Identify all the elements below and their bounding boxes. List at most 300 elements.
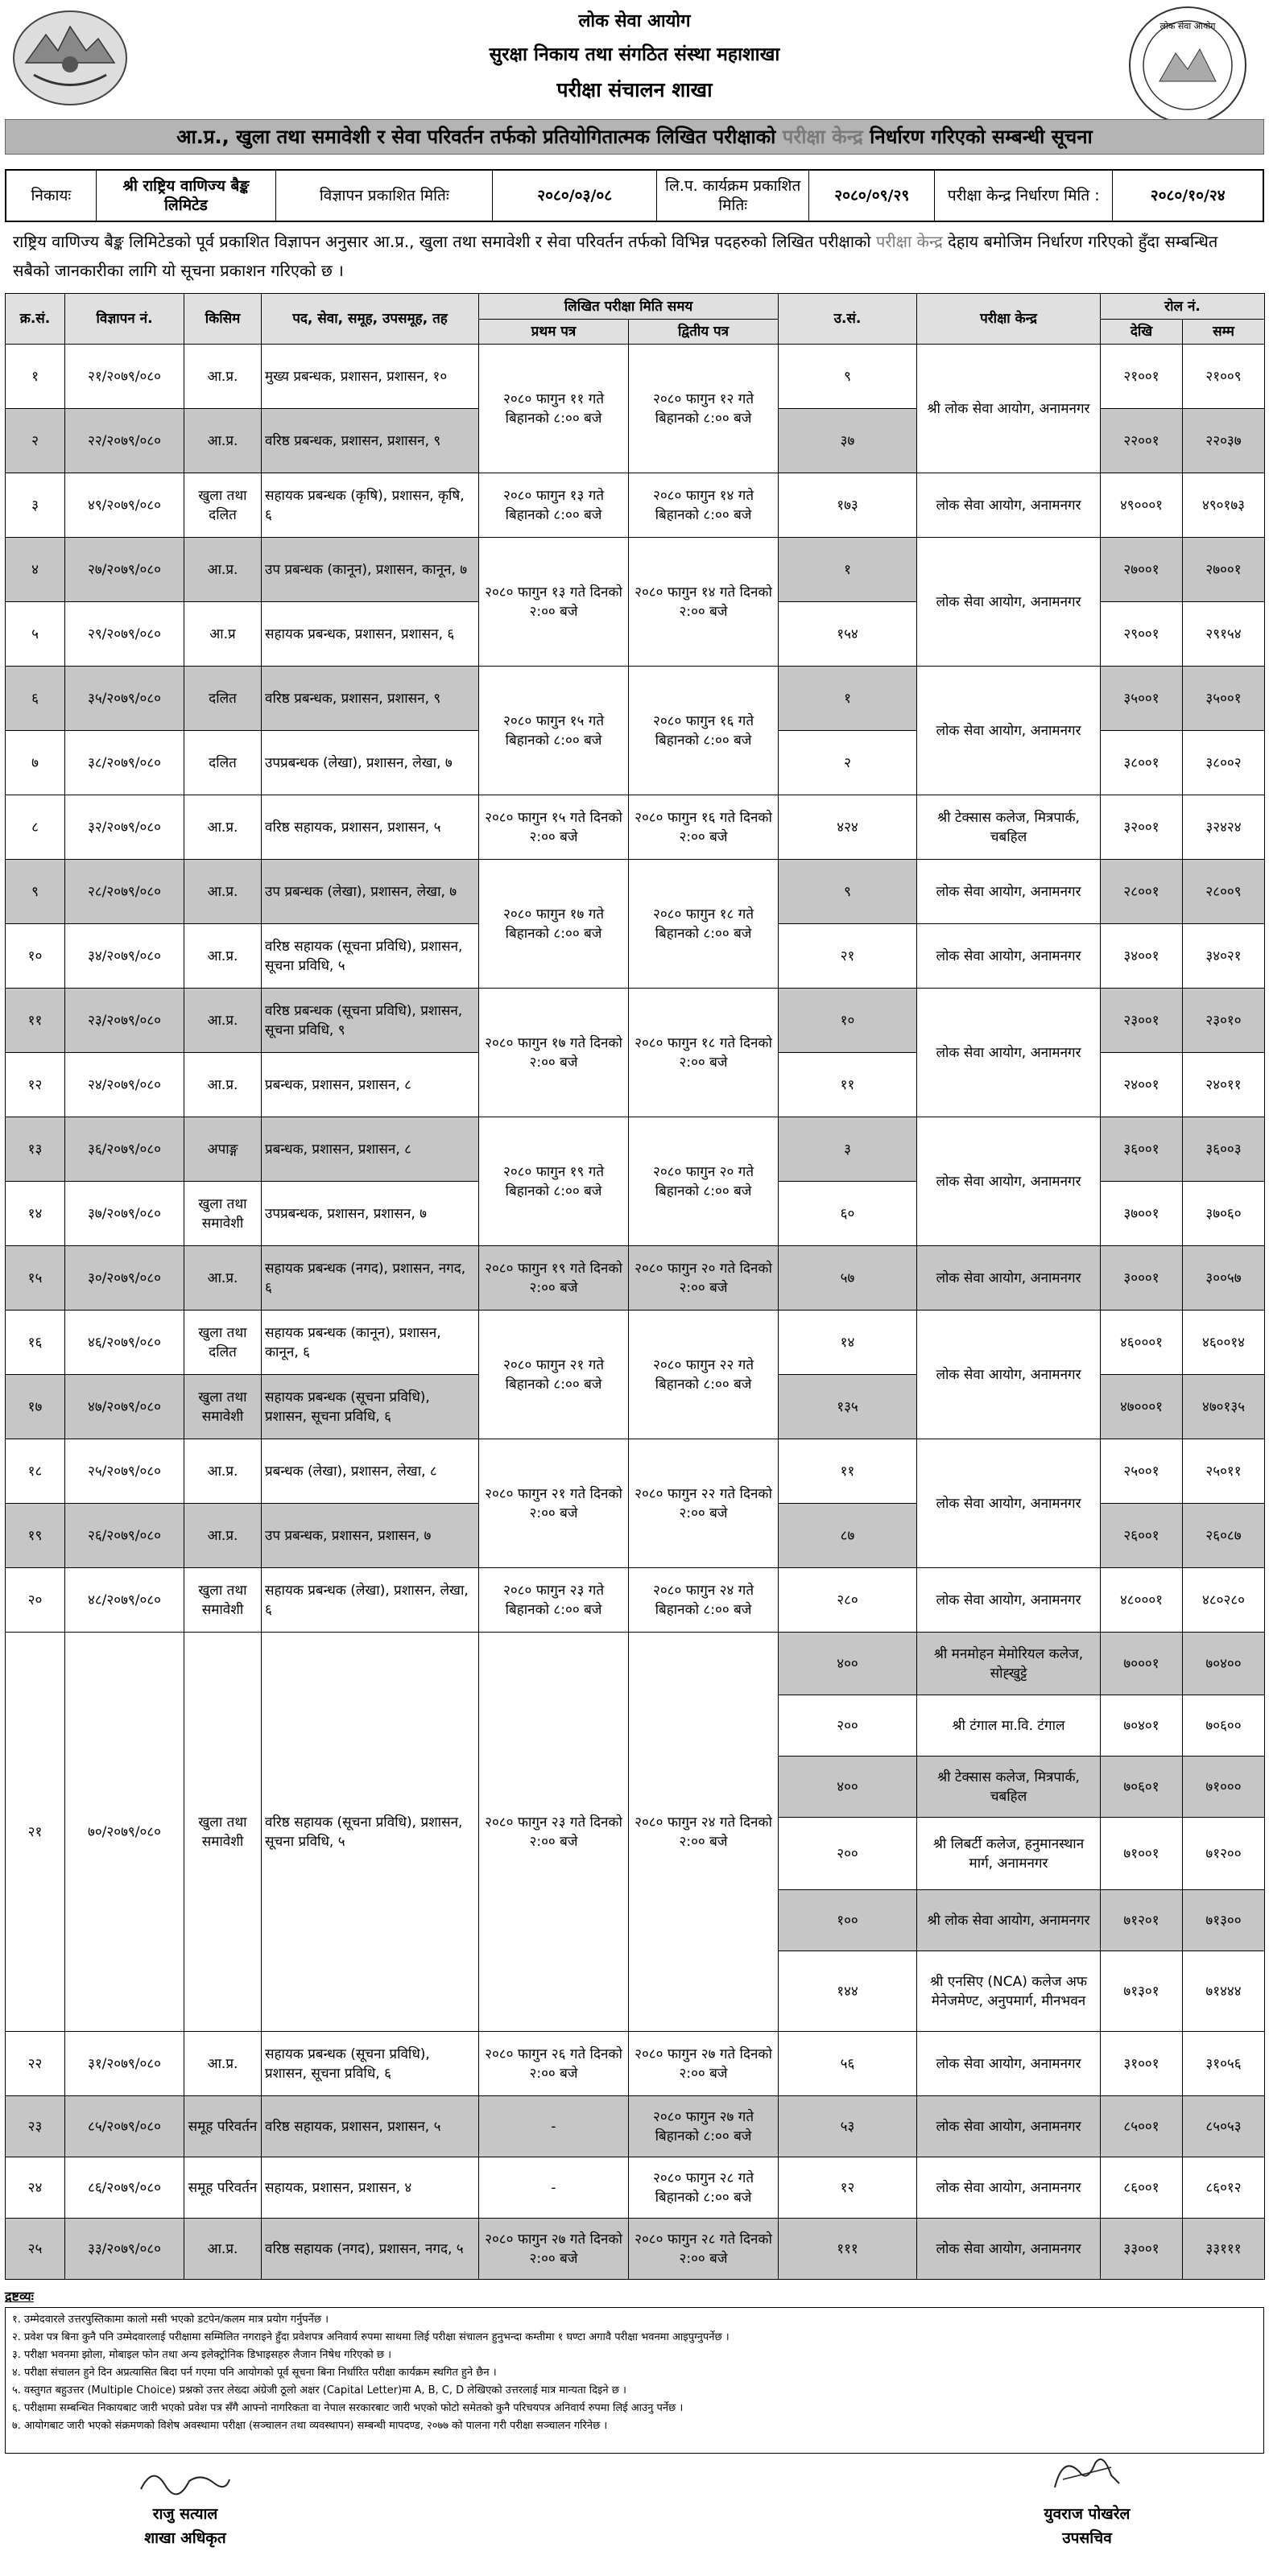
- cell-paper2: २०८० फागुन २४ गते दिनको २:०० बजे: [629, 1633, 779, 2032]
- table-row: [6, 1439, 1265, 1504]
- cell-sn: १५: [6, 1246, 65, 1311]
- cell-count: २८०: [779, 1568, 917, 1633]
- title-highlight: परीक्षा केन्द्र: [782, 126, 863, 148]
- table-row: [6, 2219, 1265, 2280]
- cell-roll-from: २९००१: [1101, 602, 1183, 667]
- notice-title: [5, 119, 1264, 155]
- cell-adv: ४६/२०७९/०८०: [65, 1311, 184, 1375]
- cell-roll-to: २७००१: [1183, 538, 1265, 602]
- intro-part-1: राष्ट्रिय वाणिज्य बैङ्क लिमिटेडको पूर्व प्रकाशित विज्ञापन अनुसार आ.प्र., खुला तथा समावेशी र सेवा परिवर्तन तर्फको विभिन्न पदहरुको लिखित परीक्षाको: [13, 232, 871, 251]
- cell-count: ३७: [779, 409, 917, 473]
- cell-paper2: २०८० फागुन १४ गते बिहानको ८:०० बजे: [629, 473, 779, 538]
- page-header: [0, 0, 1269, 121]
- cell-count: १: [779, 667, 917, 731]
- cell-adv: ३३/२०७९/०८०: [65, 2219, 184, 2280]
- cell-roll-to: २९१५४: [1183, 602, 1265, 667]
- header-line-1: लोक सेवा आयोग: [578, 11, 691, 31]
- exam-center-table: [5, 293, 1265, 2280]
- cell-paper1: २०८० फागुन १५ गते दिनको २:०० बजे: [479, 795, 629, 860]
- cell-adv: २३/२०७९/०८०: [65, 989, 184, 1053]
- cell-paper2: २०८० फागुन २० गते बिहानको ८:०० बजे: [629, 1117, 779, 1246]
- cell-paper1: २०८० फागुन १७ गते दिनको २:०० बजे: [479, 989, 629, 1117]
- cell-paper2: २०८० फागुन १२ गते बिहानको ८:०० बजे: [629, 345, 779, 473]
- cell-post: वरिष्ठ प्रबन्धक, प्रशासन, प्रशासन, ९: [262, 409, 479, 473]
- cell-type: आ.प्र.: [184, 924, 262, 989]
- cell-roll-from: ८६००१: [1101, 2157, 1183, 2219]
- cell-roll-to: २२०३७: [1183, 409, 1265, 473]
- cell-roll-from: ३१००१: [1101, 2032, 1183, 2096]
- cell-roll-to: ४६००१४: [1183, 1311, 1265, 1375]
- cell-count: १५४: [779, 602, 917, 667]
- cell-adv: २४/२०७९/०८०: [65, 1053, 184, 1117]
- cell-count: ९: [779, 860, 917, 924]
- cell-count: २: [779, 731, 917, 795]
- cell-adv: ४७/२०७९/०८०: [65, 1375, 184, 1439]
- table-row: [6, 2032, 1265, 2096]
- cell-roll-from: ७१२०१: [1101, 1890, 1183, 1951]
- cell-count: १: [779, 538, 917, 602]
- cell-adv: ८६/२०७९/०८०: [65, 2157, 184, 2219]
- cell-center: लोक सेवा आयोग, अनामनगर: [917, 989, 1101, 1117]
- cell-roll-from: ३५००१: [1101, 667, 1183, 731]
- cell-roll-to: ३८००२: [1183, 731, 1265, 795]
- cell-roll-to: ३६००३: [1183, 1117, 1265, 1182]
- cell-sn: ११: [6, 989, 65, 1053]
- cell-paper1: -: [479, 2157, 629, 2219]
- cell-roll-from: २५००१: [1101, 1439, 1183, 1504]
- cell-roll-from: ४७०००१: [1101, 1375, 1183, 1439]
- cell-paper1: २०८० फागुन १५ गते बिहानको ८:०० बजे: [479, 667, 629, 795]
- cell-sn: १: [6, 345, 65, 409]
- cell-adv: २७/२०७९/०८०: [65, 538, 184, 602]
- cell-count: ४००: [779, 1633, 917, 1695]
- cell-count: १००: [779, 1890, 917, 1951]
- note-item: ६. परीक्षामा सम्बन्धित निकायबाट जारी भएको प्रवेश पत्र सँगै आफ्नो नागरिकता वा नेपाल सरकारबाट जारी भएको फोटो समेतको कुनै परिचयपत्र अनिवार्य रुपमा लिई आउनु पर्नेछ ।: [12, 2402, 684, 2414]
- cell-sn: २१: [6, 1633, 65, 2032]
- cell-roll-to: २३०१०: [1183, 989, 1265, 1053]
- cell-sn: २०: [6, 1568, 65, 1633]
- cell-roll-from: ३८००१: [1101, 731, 1183, 795]
- cell-count: ११: [779, 1439, 917, 1504]
- cell-roll-to: ८५०५३: [1183, 2096, 1265, 2157]
- cell-center: लोक सेवा आयोग, अनामनगर: [917, 1117, 1101, 1246]
- cell-type: आ.प्र.: [184, 860, 262, 924]
- cell-paper2: २०८० फागुन १८ गते दिनको २:०० बजे: [629, 989, 779, 1117]
- cell-type: आ.प्र.: [184, 1053, 262, 1117]
- cell-adv: ३६/२०७९/०८०: [65, 1117, 184, 1182]
- cell-sn: २: [6, 409, 65, 473]
- cell-roll-from: ७०६०१: [1101, 1757, 1183, 1818]
- cell-center: लोक सेवा आयोग, अनामनगर: [917, 924, 1101, 989]
- cell-type: समूह परिवर्तन: [184, 2096, 262, 2157]
- cell-post: वरिष्ठ सहायक, प्रशासन, प्रशासन, ५: [262, 795, 479, 860]
- cell-paper1: २०८० फागुन १७ गते बिहानको ८:०० बजे: [479, 860, 629, 989]
- cell-adv: ३०/२०७९/०८०: [65, 1246, 184, 1311]
- cell-roll-to: ३१०५६: [1183, 2032, 1265, 2096]
- cell-roll-to: ४९०१७३: [1183, 473, 1265, 538]
- cell-center: लोक सेवा आयोग, अनामनगर: [917, 1246, 1101, 1311]
- cell-type: खुला तथा समावेशी: [184, 1182, 262, 1246]
- cell-post: सहायक प्रबन्धक (सूचना प्रविधि), प्रशासन, सूचना प्रविधि, ६: [262, 2032, 479, 2096]
- org-label: निकायः: [6, 171, 97, 221]
- cell-paper1: २०८० फागुन २३ गते दिनको २:०० बजे: [479, 1633, 629, 2032]
- col-adv: विज्ञापन नं.: [65, 294, 184, 345]
- adv-date-label: विज्ञापन प्रकाशित मितिः: [276, 171, 493, 221]
- table-row: [6, 1117, 1265, 1182]
- cell-post: सहायक प्रबन्धक (नगद), प्रशासन, नगद, ६: [262, 1246, 479, 1311]
- cell-post: सहायक प्रबन्धक (कृषि), प्रशासन, कृषि, ६: [262, 473, 479, 538]
- note-item: २. प्रवेश पत्र बिना कुनै पनि उम्मेदवारलाई परीक्षामा सम्मिलित नगराइने हुँदा प्रवेशपत्र अनिवार्य रुपमा साथमा लिई परीक्षा संचालन हुनुभन्दा कम्तीमा १ घण्टा अगावै परीक्षा भवनमा आइपुग्नुपर्नेछ ।: [12, 2331, 730, 2343]
- col-roll-to: सम्म: [1183, 320, 1265, 345]
- cell-paper2: २०८० फागुन २८ गते बिहानको ८:०० बजे: [629, 2157, 779, 2219]
- col-paper1: प्रथम पत्र: [479, 320, 629, 345]
- cell-roll-to: २८००९: [1183, 860, 1265, 924]
- table-row: [6, 538, 1265, 602]
- note-item: ३. परीक्षा भवनमा झोला, मोबाइल फोन तथा अन्य इलेक्ट्रोनिक डिभाइसहरु लैजान निषेध गरिएको छ ।: [12, 2349, 392, 2361]
- table-row: [6, 667, 1265, 731]
- table-row: [6, 345, 1265, 409]
- cell-center: लोक सेवा आयोग, अनामनगर: [917, 860, 1101, 924]
- cell-post: वरिष्ठ सहायक, प्रशासन, प्रशासन, ५: [262, 2096, 479, 2157]
- cell-type: आ.प्र.: [184, 795, 262, 860]
- cell-paper2: २०८० फागुन १८ गते बिहानको ८:०० बजे: [629, 860, 779, 989]
- cell-type: खुला तथा दलित: [184, 473, 262, 538]
- cell-count: ४२४: [779, 795, 917, 860]
- cell-sn: १२: [6, 1053, 65, 1117]
- cell-roll-from: ४८०००१: [1101, 1568, 1183, 1633]
- cell-paper1: २०८० फागुन १३ गते बिहानको ८:०० बजे: [479, 473, 629, 538]
- cell-count: ८७: [779, 1504, 917, 1568]
- cell-roll-from: ३४००१: [1101, 924, 1183, 989]
- cell-post: सहायक प्रबन्धक (कानून), प्रशासन, कानून, ६: [262, 1311, 479, 1375]
- cell-sn: ६: [6, 667, 65, 731]
- cell-sn: ३: [6, 473, 65, 538]
- center-date-value: २०८०/१०/२४: [1150, 187, 1226, 204]
- cell-center: श्री मनमोहन मेमोरियल कलेज, सोह्खुट्टे: [917, 1633, 1101, 1695]
- cell-post: प्रबन्धक (लेखा), प्रशासन, लेखा, ८: [262, 1439, 479, 1504]
- cell-paper2: २०८० फागुन २७ गते दिनको २:०० बजे: [629, 2032, 779, 2096]
- cell-roll-to: ३२४२४: [1183, 795, 1265, 860]
- cell-roll-to: २५०११: [1183, 1439, 1265, 1504]
- cell-paper2: २०८० फागुन २८ गते दिनको २:०० बजे: [629, 2219, 779, 2280]
- left-signatory-name: राजु सत्याल: [152, 2505, 218, 2523]
- cell-type: समूह परिवर्तन: [184, 2157, 262, 2219]
- cell-type: दलित: [184, 731, 262, 795]
- cell-post: वरिष्ठ सहायक (नगद), प्रशासन, नगद, ५: [262, 2219, 479, 2280]
- cell-center: श्री टेक्सास कलेज, मित्रपार्क, चबहिल: [917, 1757, 1101, 1818]
- table-row: [6, 1568, 1265, 1633]
- cell-roll-to: ७१४४४: [1183, 1951, 1265, 2032]
- cell-count: १७३: [779, 473, 917, 538]
- cell-roll-from: ७०४०१: [1101, 1695, 1183, 1757]
- signature-mark-icon: [137, 2457, 234, 2502]
- cell-type: आ.प्र.: [184, 1504, 262, 1568]
- cell-count: १२: [779, 2157, 917, 2219]
- cell-type: आ.प्र.: [184, 538, 262, 602]
- table-row: [6, 2157, 1265, 2219]
- cell-roll-from: ३६००१: [1101, 1117, 1183, 1182]
- cell-adv: ३२/२०७९/०८०: [65, 795, 184, 860]
- psc-seal-icon: [1127, 5, 1248, 126]
- cell-post: प्रबन्धक, प्रशासन, प्रशासन, ८: [262, 1053, 479, 1117]
- cell-sn: २३: [6, 2096, 65, 2157]
- table-row: [6, 1311, 1265, 1375]
- cell-type: दलित: [184, 667, 262, 731]
- cell-adv: २२/२०७९/०८०: [65, 409, 184, 473]
- cell-adv: ४८/२०७९/०८०: [65, 1568, 184, 1633]
- cell-adv: ३४/२०७९/०८०: [65, 924, 184, 989]
- cell-type: आ.प्र.: [184, 989, 262, 1053]
- cell-center: श्री टेक्सास कलेज, मित्रपार्क, चबहिल: [917, 795, 1101, 860]
- cell-type: आ.प्र.: [184, 1439, 262, 1504]
- cell-count: १११: [779, 2219, 917, 2280]
- cell-count: ५६: [779, 2032, 917, 2096]
- cell-type: खुला तथा समावेशी: [184, 1633, 262, 2032]
- left-signatory-title: शाखा अधिकृत: [144, 2529, 226, 2547]
- cell-type: खुला तथा समावेशी: [184, 1375, 262, 1439]
- cell-post: प्रबन्धक, प्रशासन, प्रशासन, ८: [262, 1117, 479, 1182]
- cell-count: ५३: [779, 2096, 917, 2157]
- note-item: ५. वस्तुगत बहुउत्तर (Multiple Choice) प्रश्नको उत्तर लेख्दा अंग्रेजी ठूलो अक्षर (Capital Letter)मा A, B, C, D लेखिएको उत्तरलाई मात्र मान्यता दिइने छ ।: [12, 2384, 626, 2396]
- schedule-date-value: २०८०/०९/२९: [809, 171, 935, 221]
- cell-roll-to: ४८०२८०: [1183, 1568, 1265, 1633]
- cell-type: अपाङ्ग: [184, 1117, 262, 1182]
- cell-post: सहायक, प्रशासन, प्रशासन, ४: [262, 2157, 479, 2219]
- cell-type: आ.प्र: [184, 602, 262, 667]
- cell-sn: २४: [6, 2157, 65, 2219]
- cell-paper2: २०८० फागुन २७ गते बिहानको ८:०० बजे: [629, 2096, 779, 2157]
- cell-paper1: २०८० फागुन २१ गते बिहानको ८:०० बजे: [479, 1311, 629, 1439]
- cell-adv: ८५/२०७९/०८०: [65, 2096, 184, 2157]
- cell-adv: ७०/२०७९/०८०: [65, 1633, 184, 2032]
- table-row: [6, 1246, 1265, 1311]
- org-value: श्री राष्ट्रिय वाणिज्य बैङ्क लिमिटेड: [97, 171, 276, 221]
- cell-post: वरिष्ठ प्रबन्धक, प्रशासन, प्रशासन, ९: [262, 667, 479, 731]
- cell-paper1: २०८० फागुन १९ गते बिहानको ८:०० बजे: [479, 1117, 629, 1246]
- cell-paper2: २०८० फागुन २२ गते बिहानको ८:०० बजे: [629, 1311, 779, 1439]
- notes-box: [5, 2307, 1264, 2454]
- cell-roll-to: २६०८७: [1183, 1504, 1265, 1568]
- cell-paper2: २०८० फागुन २४ गते बिहानको ८:०० बजे: [629, 1568, 779, 1633]
- cell-count: ११: [779, 1053, 917, 1117]
- col-roll-from: देखि: [1101, 320, 1183, 345]
- cell-center: लोक सेवा आयोग, अनामनगर: [917, 2032, 1101, 2096]
- notes-section: [5, 2288, 1264, 2454]
- title-part-1: आ.प्र., खुला तथा समावेशी र सेवा परिवर्तन तर्फको प्रतियोगितात्मक लिखित परीक्षाको: [176, 126, 776, 148]
- cell-center: लोक सेवा आयोग, अनामनगर: [917, 667, 1101, 795]
- cell-type: आ.प्र.: [184, 345, 262, 409]
- cell-sn: १६: [6, 1311, 65, 1375]
- cell-type: आ.प्र.: [184, 2032, 262, 2096]
- table-row: [6, 2096, 1265, 2157]
- cell-roll-from: ८५००१: [1101, 2096, 1183, 2157]
- cell-roll-from: २४००१: [1101, 1053, 1183, 1117]
- cell-center: लोक सेवा आयोग, अनामनगर: [917, 2096, 1101, 2157]
- cell-post: वरिष्ठ सहायक (सूचना प्रविधि), प्रशासन, सूचना प्रविधि, ५: [262, 1633, 479, 2032]
- cell-count: १३५: [779, 1375, 917, 1439]
- signature-right: [998, 2447, 1176, 2550]
- cell-post: वरिष्ठ सहायक (सूचना प्रविधि), प्रशासन, सूचना प्रविधि, ५: [262, 924, 479, 989]
- cell-center: लोक सेवा आयोग, अनामनगर: [917, 538, 1101, 667]
- notes-title: द्रष्टव्यः: [5, 2289, 34, 2304]
- cell-sn: १०: [6, 924, 65, 989]
- cell-center: लोक सेवा आयोग, अनामनगर: [917, 1568, 1101, 1633]
- cell-post: उपप्रबन्धक, प्रशासन, प्रशासन, ७: [262, 1182, 479, 1246]
- cell-roll-from: २७००१: [1101, 538, 1183, 602]
- cell-adv: २६/२०७९/०८०: [65, 1504, 184, 1568]
- cell-roll-to: ७१२००: [1183, 1818, 1265, 1890]
- cell-roll-to: २१००९: [1183, 345, 1265, 409]
- cell-center: लोक सेवा आयोग, अनामनगर: [917, 1311, 1101, 1439]
- cell-count: २००: [779, 1818, 917, 1890]
- cell-roll-to: ७०४००: [1183, 1633, 1265, 1695]
- cell-count: ५७: [779, 1246, 917, 1311]
- cell-roll-to: ३००५७: [1183, 1246, 1265, 1311]
- table-row: [6, 473, 1265, 538]
- cell-type: आ.प्र.: [184, 2219, 262, 2280]
- cell-sn: ८: [6, 795, 65, 860]
- cell-sn: १९: [6, 1504, 65, 1568]
- cell-adv: ३८/२०७९/०८०: [65, 731, 184, 795]
- cell-adv: २१/२०७९/०८०: [65, 345, 184, 409]
- col-type: किसिम: [184, 294, 262, 345]
- col-count: उ.सं.: [779, 294, 917, 345]
- cell-center: लोक सेवा आयोग, अनामनगर: [917, 2219, 1101, 2280]
- cell-sn: १४: [6, 1182, 65, 1246]
- cell-adv: ३१/२०७९/०८०: [65, 2032, 184, 2096]
- signature-mark-icon: [1039, 2447, 1135, 2502]
- table-row: [6, 860, 1265, 924]
- cell-roll-from: ७१००१: [1101, 1818, 1183, 1890]
- cell-adv: ३५/२०७९/०८०: [65, 667, 184, 731]
- cell-roll-to: ३५००१: [1183, 667, 1265, 731]
- cell-roll-from: २६००१: [1101, 1504, 1183, 1568]
- cell-count: ६०: [779, 1182, 917, 1246]
- cell-adv: २८/२०७९/०८०: [65, 860, 184, 924]
- center-date-label: परीक्षा केन्द्र निर्धारण मिति :: [935, 171, 1113, 221]
- cell-adv: ४९/२०७९/०८०: [65, 473, 184, 538]
- cell-center: लोक सेवा आयोग, अनामनगर: [917, 1439, 1101, 1568]
- cell-sn: ४: [6, 538, 65, 602]
- note-item: ४. परीक्षा संचालन हुने दिन अप्रत्यासित बिदा पर्न गएमा पनि आयोगको पूर्व सूचना बिना निर्धारित परीक्षा कार्यक्रम स्थगित हुने छैन ।: [12, 2367, 497, 2379]
- cell-sn: ५: [6, 602, 65, 667]
- cell-count: १४: [779, 1311, 917, 1375]
- cell-sn: ९: [6, 860, 65, 924]
- cell-post: उपप्रबन्धक (लेखा), प्रशासन, लेखा, ७: [262, 731, 479, 795]
- cell-roll-to: २४०११: [1183, 1053, 1265, 1117]
- header-line-2: सुरक्षा निकाय तथा संगठित संस्था महाशाखा: [489, 44, 780, 65]
- intro-paragraph: [5, 225, 1264, 290]
- cell-paper2: २०८० फागुन २२ गते दिनको २:०० बजे: [629, 1439, 779, 1568]
- col-center: परीक्षा केन्द्र: [917, 294, 1101, 345]
- cell-count: ४००: [779, 1757, 917, 1818]
- cell-sn: १७: [6, 1375, 65, 1439]
- cell-roll-from: ३३००१: [1101, 2219, 1183, 2280]
- col-exam: लिखित परीक्षा मिति समय: [479, 294, 779, 320]
- intro-part-2: देहाय बमोजिम निर्धारण गरिएको हुँदा सम्बन्धित सबैको जानकारीका लागि यो सूचना प्रकाशन गरिएको छ ।: [13, 232, 1218, 280]
- right-signatory-title: उपसचिव: [1062, 2529, 1112, 2547]
- cell-roll-to: ८६०१२: [1183, 2157, 1265, 2219]
- cell-roll-from: ४६०००१: [1101, 1311, 1183, 1375]
- adv-date-value: २०८०/०३/०८: [493, 171, 656, 221]
- cell-sn: १३: [6, 1117, 65, 1182]
- cell-paper2: २०८० फागुन १६ गते दिनको २:०० बजे: [629, 795, 779, 860]
- cell-paper1: २०८० फागुन ११ गते बिहानको ८:०० बजे: [479, 345, 629, 473]
- cell-count: २००: [779, 1695, 917, 1757]
- col-post: पद, सेवा, समूह, उपसमूह, तह: [262, 294, 479, 345]
- seal-text: लोक सेवा आयोग: [1159, 21, 1216, 31]
- intro-highlight: परीक्षा केन्द्र: [875, 232, 943, 251]
- cell-post: उप प्रबन्धक (कानून), प्रशासन, कानून, ७: [262, 538, 479, 602]
- cell-center: श्री एनसिए (NCA) कलेज अफ मेनेजमेण्ट, अनुपमार्ग, मीनभवन: [917, 1951, 1101, 2032]
- cell-roll-from: ३०००१: [1101, 1246, 1183, 1311]
- cell-sn: २२: [6, 2032, 65, 2096]
- cell-sn: २५: [6, 2219, 65, 2280]
- cell-adv: २५/२०७९/०८०: [65, 1439, 184, 1504]
- cell-roll-to: ३४०२१: [1183, 924, 1265, 989]
- cell-center: श्री लोक सेवा आयोग, अनामनगर: [917, 1890, 1101, 1951]
- cell-adv: ३७/२०७९/०८०: [65, 1182, 184, 1246]
- cell-roll-from: २१००१: [1101, 345, 1183, 409]
- cell-post: वरिष्ठ प्रबन्धक (सूचना प्रविधि), प्रशासन, सूचना प्रविधि, ९: [262, 989, 479, 1053]
- meta-row: [5, 169, 1264, 222]
- title-part-2: निर्धारण गरिएको सम्बन्धी सूचना: [870, 126, 1093, 148]
- cell-post: उप प्रबन्धक, प्रशासन, प्रशासन, ७: [262, 1504, 479, 1568]
- cell-type: खुला तथा दलित: [184, 1311, 262, 1375]
- cell-roll-to: ४७०१३५: [1183, 1375, 1265, 1439]
- cell-post: सहायक प्रबन्धक (सूचना प्रविधि), प्रशासन, सूचना प्रविधि, ६: [262, 1375, 479, 1439]
- cell-roll-from: २२००१: [1101, 409, 1183, 473]
- note-item: १. उम्मेदवारले उत्तरपुस्तिकामा कालो मसी भएको डटपेन/कलम मात्र प्रयोग गर्नुपर्नेछ ।: [12, 2314, 329, 2326]
- table-row: [6, 1633, 1265, 1695]
- col-sn: क्र.सं.: [6, 294, 65, 345]
- cell-center: श्री लोक सेवा आयोग, अनामनगर: [917, 345, 1101, 473]
- cell-count: १४४: [779, 1951, 917, 2032]
- cell-type: आ.प्र.: [184, 1246, 262, 1311]
- schedule-date-label: लि.प. कार्यक्रम प्रकाशित मितिः: [657, 171, 810, 221]
- cell-adv: २९/२०७९/०८०: [65, 602, 184, 667]
- table-row: [6, 989, 1265, 1053]
- cell-paper1: -: [479, 2096, 629, 2157]
- cell-center: श्री टंगाल मा.वि. टंगाल: [917, 1695, 1101, 1757]
- cell-roll-to: ३३१११: [1183, 2219, 1265, 2280]
- cell-center: श्री लिबर्टी कलेज, हनुमानस्थान मार्ग, अनामनगर: [917, 1818, 1101, 1890]
- cell-sn: ७: [6, 731, 65, 795]
- cell-post: सहायक प्रबन्धक, प्रशासन, प्रशासन, ६: [262, 602, 479, 667]
- cell-paper1: २०८० फागुन २३ गते बिहानको ८:०० बजे: [479, 1568, 629, 1633]
- cell-post: उप प्रबन्धक (लेखा), प्रशासन, लेखा, ७: [262, 860, 479, 924]
- cell-paper1: २०८० फागुन २६ गते दिनको २:०० बजे: [479, 2032, 629, 2096]
- cell-paper2: २०८० फागुन २० गते दिनको २:०० बजे: [629, 1246, 779, 1311]
- cell-sn: १८: [6, 1439, 65, 1504]
- signature-left: [97, 2457, 274, 2550]
- cell-roll-from: ७१३०१: [1101, 1951, 1183, 2032]
- cell-post: सहायक प्रबन्धक (लेखा), प्रशासन, लेखा, ६: [262, 1568, 479, 1633]
- col-paper2: द्वितीय पत्र: [629, 320, 779, 345]
- cell-center: लोक सेवा आयोग, अनामनगर: [917, 2157, 1101, 2219]
- cell-roll-from: ४९०००१: [1101, 473, 1183, 538]
- cell-post: मुख्य प्रबन्धक, प्रशासन, प्रशासन, १०: [262, 345, 479, 409]
- cell-roll-from: ३७००१: [1101, 1182, 1183, 1246]
- col-roll: रोल नं.: [1101, 294, 1265, 320]
- cell-count: १०: [779, 989, 917, 1053]
- cell-count: ३: [779, 1117, 917, 1182]
- cell-paper2: २०८० फागुन १४ गते दिनको २:०० बजे: [629, 538, 779, 667]
- cell-roll-from: २३००१: [1101, 989, 1183, 1053]
- cell-paper1: २०८० फागुन २७ गते दिनको २:०० बजे: [479, 2219, 629, 2280]
- cell-paper1: २०८० फागुन २१ गते दिनको २:०० बजे: [479, 1439, 629, 1568]
- cell-roll-from: २८००१: [1101, 860, 1183, 924]
